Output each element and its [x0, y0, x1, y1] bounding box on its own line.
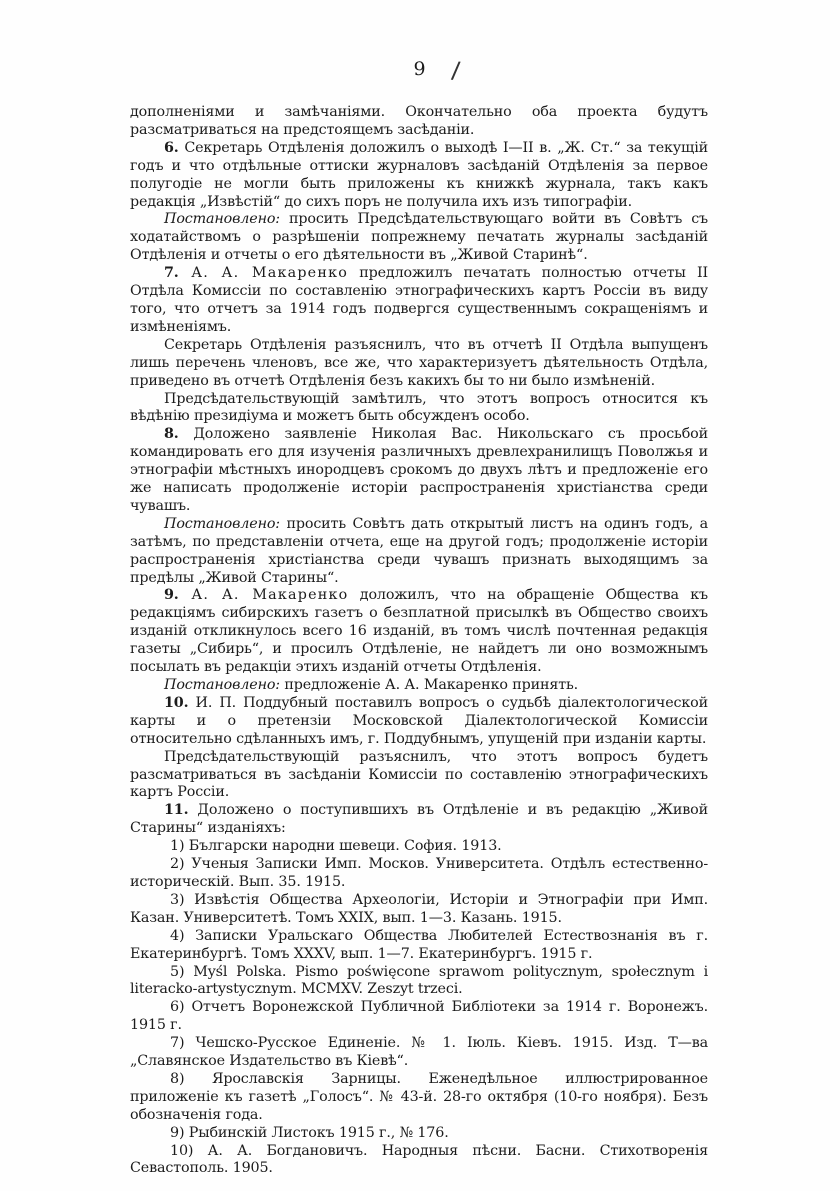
- paragraph-secretary: Секретарь Отдѣленія разъяснилъ, что въ отчетѣ II Отдѣла выпущенъ лишь перечень членовъ, все же, что характеризуетъ дѣятельность Отдѣла, приведено въ отчетѣ Отдѣленія безъ какихъ бы то ни было измѣненій.: [130, 336, 708, 389]
- publication-5: 5) Myśl Polska. Pismo poświęcone sprawom politycznym, społecznym i literacko-artystycznym. MCMXV. Zeszyt trzeci.: [130, 963, 708, 998]
- publication-7: 7) Чешско-Русское Единеніе. № 1. Іюль. Кіевъ. 1915. Изд. Т—ва „Славянское Издательство въ Кіевѣ“.: [130, 1035, 708, 1070]
- resolution-label: Постановлено:: [164, 211, 280, 228]
- paragraph-continuation: дополненіями и замѣчаніями. Окончательно оба проекта будутъ разсматриваться на предстоящемъ засѣданіи.: [130, 104, 708, 138]
- item-7: [130, 265, 708, 337]
- pen-mark: /: [450, 55, 462, 87]
- resolution-1: [130, 211, 708, 265]
- resolution-label: Постановлено:: [164, 677, 280, 693]
- publication-6: 6) Отчетъ Воронежской Публичной Библіотеки за 1914 г. Воронежъ. 1915 г.: [130, 999, 708, 1034]
- item-11: [130, 802, 708, 838]
- item-text: Секретарь Отдѣленія доложилъ о выходѣ I—II в. „Ж. Ст.“ за текущій годъ и что отдѣльные оттиски журналовъ засѣданій Отдѣленія за первое полугодіе не могли быть приложены къ книжкѣ журнала, такъ какъ редакція „Извѣстій“ до сихъ поръ не получила ихъ изъ типографіи.: [130, 139, 708, 210]
- item-9: [130, 587, 708, 677]
- person-name: А. А. Макаренко: [178, 587, 349, 604]
- page-body: [130, 104, 708, 1178]
- item-number: 10.: [164, 694, 189, 711]
- item-number: 8.: [164, 426, 179, 443]
- item-number: 7.: [164, 265, 179, 282]
- publication-8: 8) Ярославскія Зарницы. Еженедѣльное иллюстрированное приложеніе къ газетѣ „Голосъ“. № 43-й. 28-го октября (10-го ноября). Безъ обозначенія года.: [130, 1070, 708, 1123]
- item-text: доложилъ, что на обращеніе Общества къ редакціямъ сибирскихъ газетъ о безплатной присылкѣ въ Общество своихъ изданій откликнулось всего 16 изданій, въ томъ числѣ почтенная редакція газеты „Сибирь“, и просилъ Отдѣленіе, не найдетъ ли оно возможнымъ посылать въ редакціи этихъ изданій отчеты Отдѣленія.: [130, 587, 708, 676]
- item-text: предложилъ печатать полностью отчеты II Отдѣла Комиссіи по составленію этнографическихъ картъ Россіи въ виду того, что отчетъ за 1914 годъ подвергся существеннымъ сокращеніямъ и измѣненіямъ.: [130, 265, 708, 335]
- item-number: 9.: [164, 587, 179, 604]
- publication-1: 1) Български народни шевеци. София. 1913.: [170, 838, 502, 855]
- paragraph-chairman: Предсѣдательствующій замѣтилъ, что этотъ вопросъ относится къ вѣдѣнію президіума и можетъ быть обсужденъ особо.: [130, 390, 708, 425]
- publication-10: 10) А. А. Богдановичъ. Народныя пѣсни. Басни. Стихотворенія Севастополь. 1905.: [130, 1142, 708, 1177]
- item-10: [130, 695, 708, 749]
- resolution-text: предложеніе А. А. Макаренко принять.: [279, 677, 578, 693]
- publication-3: 3) Извѣстія Общества Археологіи, Исторіи и Этнографіи при Имп. Казан. Университетѣ. Томъ XXIX, вып. 1—3. Казань. 1915.: [130, 891, 708, 926]
- item-6: [130, 140, 708, 212]
- publication-9: 9) Рыбинскій Листокъ 1915 г., № 176.: [170, 1124, 449, 1141]
- item-text: Доложено о поступившихъ въ Отдѣленіе и въ редакцію „Живой Старины“ изданіяхъ:: [130, 802, 708, 837]
- resolution-text: просить Совѣтъ дать открытый листъ на одинъ годъ, а затѣмъ, по представленіи отчета, еще на другой годъ; продолженіе исторіи распространенія христіанства среди чувашъ признать выходящимъ за предѣлы „Живой Старины“.: [130, 515, 708, 586]
- item-8: [130, 426, 708, 516]
- item-number: 6.: [164, 139, 179, 156]
- item-text: Доложено заявленіе Николая Вас. Никольскаго съ просьбой командировать его для изученія различныхъ древлехранилищъ Поволжья и этнографіи мѣстныхъ инородцевъ срокомъ до двухъ лѣтъ и предложеніе его же написать продолженіе исторіи распространенія христіанства среди чувашъ.: [130, 426, 708, 514]
- item-number: 11.: [164, 802, 189, 819]
- paragraph-chairman-2: Предсѣдательствующій разъяснилъ, что этотъ вопросъ будетъ разсматриваться въ засѣданіи Комиссіи по составленію этнографическихъ картъ Россіи.: [130, 748, 708, 801]
- item-text: И. П. Поддубный поставилъ вопросъ о судьбѣ діалектологической карты и о претензіи Московской Діалектологической Комиссіи относительно сдѣланныхъ имъ, г. Поддубнымъ, упущеній при изданіи карты.: [130, 694, 708, 747]
- page-number: 9: [413, 58, 427, 80]
- publication-2: 2) Ученыя Записки Имп. Москов. Университета. Отдѣлъ естественно-историческій. Вып. 35. 1915.: [130, 856, 708, 890]
- person-name: А. А. Макаренко: [178, 265, 349, 282]
- resolution-label: Постановлено:: [164, 515, 280, 532]
- resolution-text: просить Предсѣдательствующаго войти въ Совѣтъ съ ходатайствомъ о разрѣшеніи попрежнему печатать журналы засѣданій Отдѣленія и отчеты о его дѣятельности въ „Живой Старинѣ“.: [130, 211, 708, 264]
- publication-4: 4) Записки Уральскаго Общества Любителей Естествознанія въ г. Екатеринбургѣ. Томъ XXXV, вып. 1—7. Екатеринбургъ. 1915 г.: [130, 927, 708, 962]
- resolution-2: [130, 516, 708, 588]
- resolution-3: [130, 677, 708, 695]
